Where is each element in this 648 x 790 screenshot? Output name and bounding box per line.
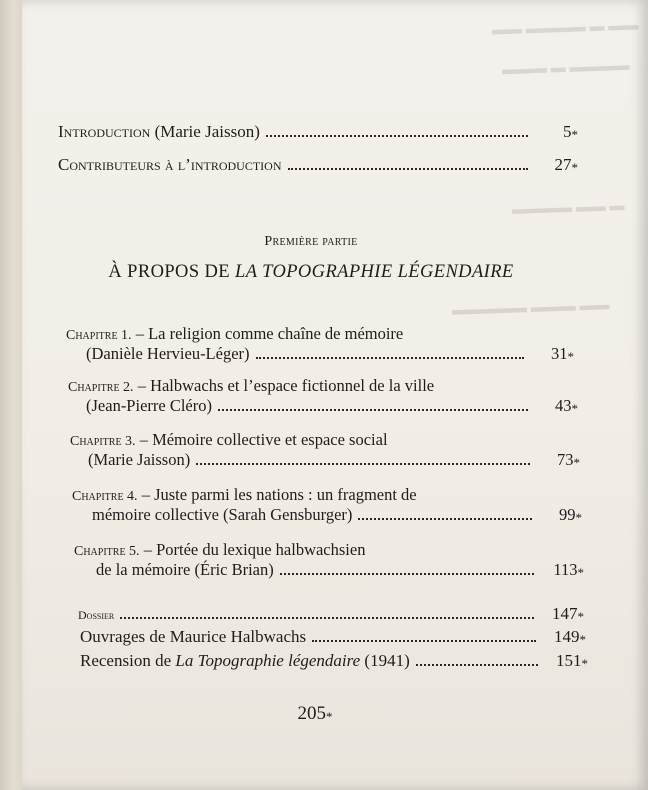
chapter-author: (Marie Jaisson) bbox=[88, 450, 191, 469]
page-marker: * bbox=[326, 709, 333, 724]
chapter-author: de la mémoire (Éric Brian) bbox=[96, 560, 274, 579]
entry-title: Contributeurs à l’introduction bbox=[58, 155, 282, 174]
leader-dots bbox=[312, 640, 536, 642]
page-marker: * bbox=[575, 510, 582, 525]
page-marker: * bbox=[571, 401, 578, 416]
page-number: 5 bbox=[563, 122, 572, 141]
leader-dots bbox=[266, 135, 528, 137]
page-marker: * bbox=[581, 656, 588, 671]
chapter-label: Chapitre 4. bbox=[72, 489, 138, 504]
chapter-label: Chapitre 1. bbox=[66, 328, 132, 343]
dossier-item-text: Ouvrages de Maurice Halbwachs bbox=[80, 627, 307, 646]
leader-dots bbox=[256, 357, 524, 359]
bleed-through-mark: ▬▬▬▬ ▬▬ ▬ bbox=[511, 198, 625, 218]
toc-dossier bbox=[78, 604, 584, 624]
chapter-title: – La religion comme chaîne de mémoire bbox=[131, 324, 404, 343]
bleed-through-mark: ▬▬▬ ▬ ▬▬▬▬ bbox=[501, 57, 630, 79]
leader-dots bbox=[120, 617, 534, 619]
dossier-label: Dossier bbox=[78, 608, 115, 622]
page-number: 113 bbox=[553, 560, 578, 579]
chapter-author: (Danièle Hervieu-Léger) bbox=[86, 344, 250, 363]
leader-dots bbox=[416, 664, 538, 666]
toc-dossier-item-2 bbox=[80, 651, 588, 671]
page-marker: * bbox=[577, 609, 584, 624]
page-number: 27 bbox=[554, 155, 572, 174]
entry-author: (Marie Jaisson) bbox=[154, 122, 260, 141]
chapter-author: mémoire collective (Sarah Gensburger) bbox=[92, 505, 353, 524]
page-number: 43 bbox=[555, 396, 572, 415]
part-label: Première partie bbox=[264, 234, 358, 249]
chapter-label: Chapitre 5. bbox=[74, 544, 140, 559]
book-gutter bbox=[0, 0, 22, 790]
part-title-italic: LA TOPOGRAPHIE LÉGENDAIRE bbox=[235, 262, 514, 282]
toc-entry-contributors bbox=[58, 155, 578, 175]
chapter-author: (Jean-Pierre Cléro) bbox=[86, 396, 212, 415]
page-footer-number bbox=[22, 703, 628, 725]
chapter-title: – Mémoire collective et espace social bbox=[135, 430, 388, 449]
page-marker: * bbox=[567, 349, 574, 364]
bleed-through-mark: ▬▬ ▬▬▬▬ ▬ ▬▬ bbox=[491, 17, 639, 39]
toc-chapter-2 bbox=[68, 376, 578, 416]
bleed-through-mark: ▬▬▬▬▬ ▬▬▬ ▬▬ bbox=[451, 297, 610, 319]
page-number: 99 bbox=[559, 505, 576, 524]
toc-chapter-3 bbox=[70, 430, 580, 470]
toc-dossier-item-1 bbox=[80, 627, 586, 647]
chapter-label: Chapitre 2. bbox=[68, 380, 134, 395]
entry-title: Introduction bbox=[58, 122, 151, 141]
leader-dots bbox=[280, 573, 534, 575]
page-marker: * bbox=[571, 127, 578, 142]
chapter-title: – Portée du lexique halbwachsien bbox=[139, 540, 366, 559]
chapter-title: – Juste parmi les nations : un fragment de bbox=[137, 485, 417, 504]
footer-page: 205 bbox=[297, 703, 326, 724]
page-marker: * bbox=[579, 632, 586, 647]
page-marker: * bbox=[571, 160, 578, 175]
page-marker: * bbox=[577, 565, 584, 580]
toc-chapter-1 bbox=[66, 324, 576, 364]
page-number: 147 bbox=[552, 604, 578, 623]
leader-dots bbox=[288, 168, 529, 170]
toc-chapter-4 bbox=[72, 485, 582, 525]
chapter-title: – Halbwachs et l’espace fictionnel de la ville bbox=[133, 376, 435, 395]
dossier-item-text: Recension de La Topographie légendaire (1941) bbox=[80, 651, 410, 670]
book-page bbox=[22, 0, 648, 790]
part-title bbox=[22, 262, 624, 283]
leader-dots bbox=[196, 463, 530, 465]
part-title-prefix: À PROPOS DE bbox=[108, 262, 230, 282]
page-marker: * bbox=[573, 455, 580, 470]
leader-dots bbox=[218, 409, 528, 411]
page-number: 73 bbox=[557, 450, 574, 469]
chapter-label: Chapitre 3. bbox=[70, 434, 136, 449]
page-number: 151 bbox=[556, 651, 582, 670]
leader-dots bbox=[358, 518, 532, 520]
page-number: 149 bbox=[554, 627, 580, 646]
toc-chapter-5 bbox=[74, 540, 584, 580]
toc-entry-introduction bbox=[58, 122, 578, 142]
page-number: 31 bbox=[551, 344, 568, 363]
